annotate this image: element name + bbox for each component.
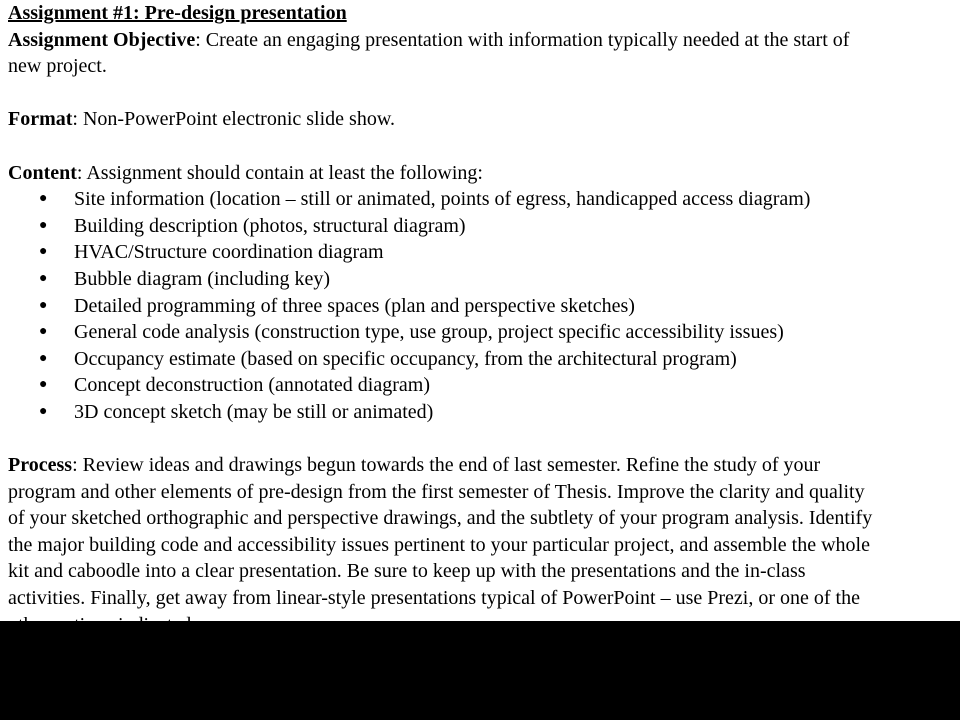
bullet-icon: ● [39, 324, 48, 340]
objective-line-2: new project. [8, 55, 107, 78]
bullet-icon: ● [39, 297, 48, 313]
process-line-2: program and other elements of pre-design from the first semester of Thesis. Improve the clarity and quality [8, 480, 865, 503]
bullet-icon: ● [39, 403, 48, 419]
objective-label: Assignment Objective [8, 28, 196, 51]
list-item [8, 239, 950, 266]
list-item [8, 293, 950, 320]
process-line-5: kit and caboodle into a clear presentation. Be sure to keep up with the presentations and the in-class [8, 560, 806, 583]
assignment-title: Assignment #1: Pre-design presentation [8, 2, 347, 24]
list-item-text: Building description (photos, structural diagram) [74, 214, 466, 237]
list-item-text: General code analysis (construction type, use group, project specific accessibility issues) [74, 321, 784, 344]
black-bottom-band [0, 621, 960, 720]
list-item-text: Site information (location – still or animated, points of egress, handicapped access diagram) [74, 188, 811, 211]
objective-text-1: : Create an engaging presentation with information typically needed at the start of [195, 28, 850, 51]
bullet-icon: ● [39, 270, 48, 286]
spacer [8, 426, 950, 453]
list-item [8, 399, 950, 426]
process-paragraph [8, 452, 950, 638]
bullet-icon: ● [39, 217, 48, 233]
list-item-text: Concept deconstruction (annotated diagram) [74, 374, 430, 397]
list-item-text: Bubble diagram (including key) [74, 267, 331, 290]
process-line-6: activities. Finally, get away from linear-style presentations typical of PowerPoint – use Prezi, or one of the [8, 587, 860, 610]
bullet-icon: ● [39, 350, 48, 366]
content-bullet-list [8, 186, 950, 425]
process-line-3: of your sketched orthographic and perspective drawings, and the subtlety of your program analysis. Identify [8, 507, 873, 530]
list-item [8, 266, 950, 293]
bullet-icon: ● [39, 244, 48, 260]
process-label: Process [8, 454, 73, 477]
bullet-icon: ● [39, 377, 48, 393]
spacer [8, 133, 950, 160]
content-line [8, 160, 950, 187]
spacer [8, 80, 950, 107]
objective-line-1 [8, 27, 950, 54]
list-item [8, 346, 950, 373]
process-line-4: the major building code and accessibility issues pertinent to your particular project, and assemble the whole [8, 533, 870, 556]
process-text-1: : Review ideas and drawings begun towards the end of last semester. Refine the study of your [72, 454, 821, 477]
list-item [8, 372, 950, 399]
list-item-text: Detailed programming of three spaces (plan and perspective sketches) [74, 294, 635, 317]
bullet-icon: ● [39, 191, 48, 207]
process-line-1 [8, 452, 950, 479]
format-label: Format [8, 108, 73, 131]
document-title [8, 0, 950, 27]
content-label: Content [8, 161, 77, 184]
format-text: : Non-PowerPoint electronic slide show. [72, 108, 395, 131]
content-text: : Assignment should contain at least the following: [76, 161, 483, 184]
list-item [8, 319, 950, 346]
list-item-text: 3D concept sketch (may be still or animated) [74, 400, 434, 423]
format-line [8, 106, 950, 133]
list-item [8, 186, 950, 213]
list-item-text: HVAC/Structure coordination diagram [74, 241, 384, 264]
list-item-text: Occupancy estimate (based on specific occupancy, from the architectural program) [74, 347, 737, 370]
list-item [8, 213, 950, 240]
